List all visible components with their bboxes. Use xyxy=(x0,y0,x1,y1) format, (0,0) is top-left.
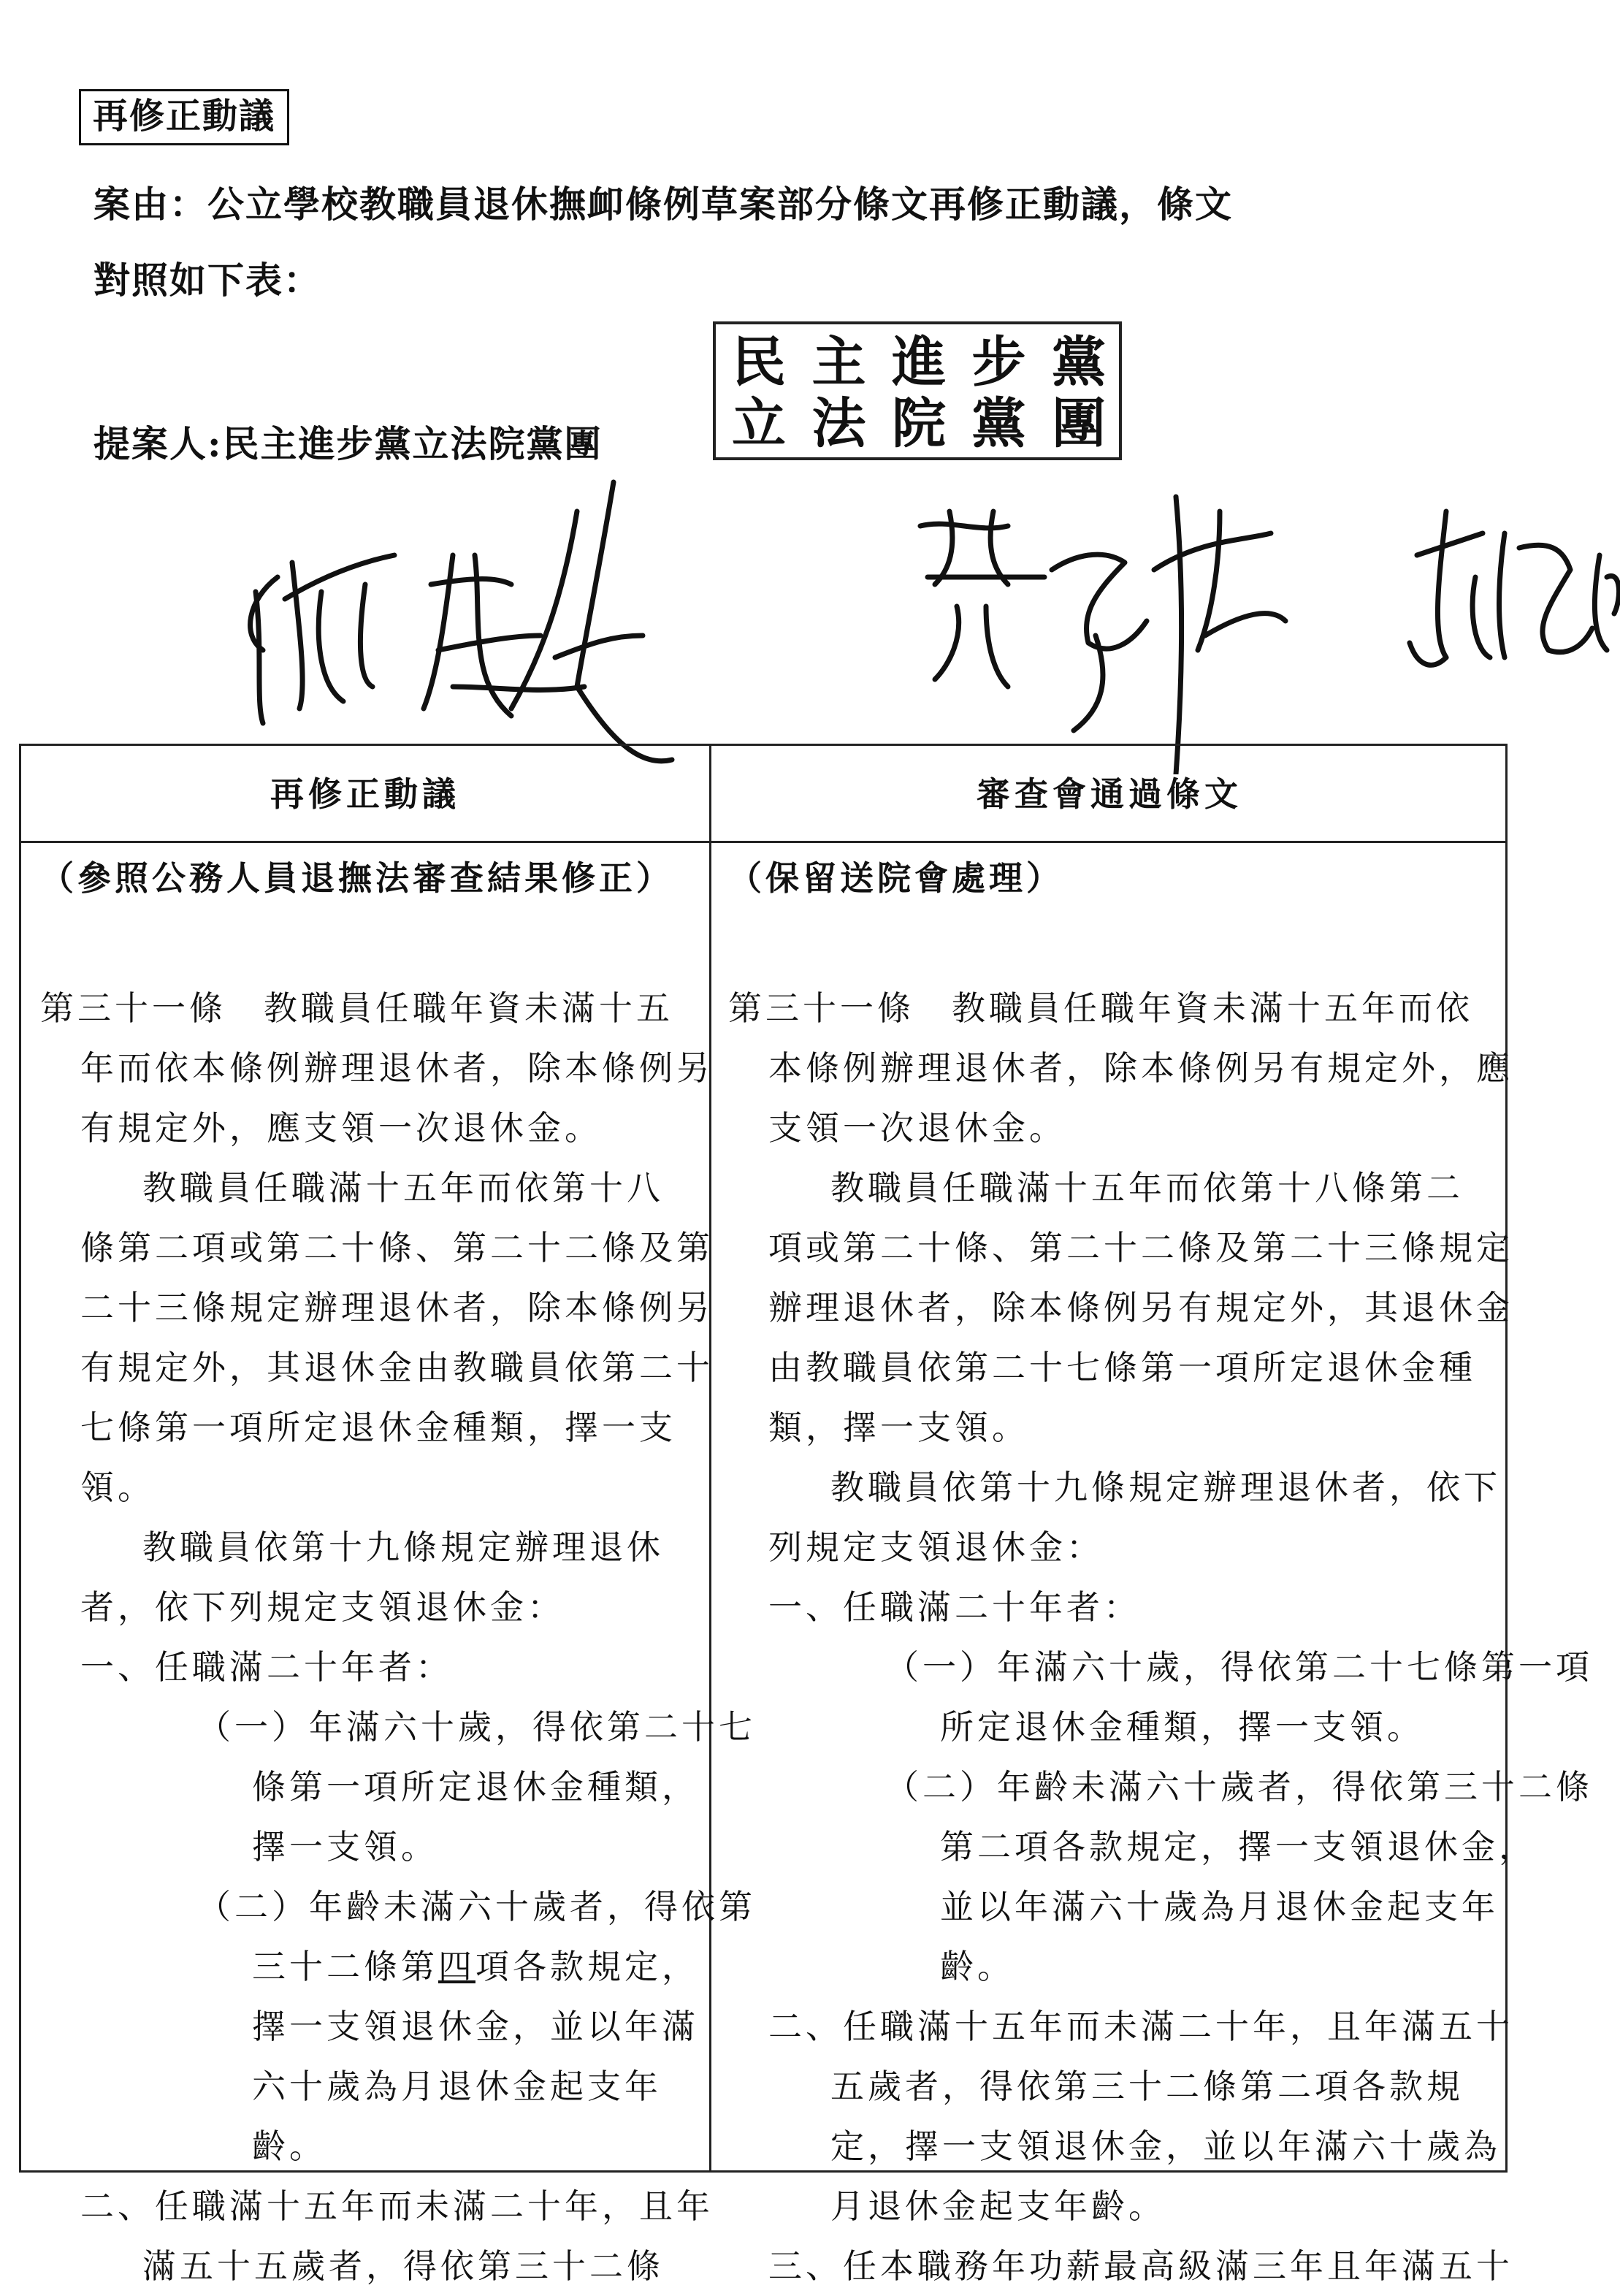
article-line: 二十三條規定辦理退休者，除本條例另 xyxy=(80,1288,714,1327)
article-line xyxy=(40,1937,698,1996)
article-line: 項或第二十條、第二十二條及第二十三條規定 xyxy=(768,1228,1513,1267)
article-line: 二、任職滿十五年而未滿二十年，且年滿五十 xyxy=(768,2007,1513,2046)
seal-char: 院 xyxy=(892,392,946,455)
article-line-part: 項各款規定， xyxy=(475,1947,699,1986)
article-line-part: 三十二條第 xyxy=(252,1947,438,1986)
article-line: 一、任職滿二十年者： xyxy=(768,1587,1141,1627)
handwritten-signatures xyxy=(234,468,1620,774)
right-column-text xyxy=(728,841,1593,2296)
comparison-table xyxy=(19,744,1593,2286)
case-reason xyxy=(93,167,1481,319)
article-line: 教職員任職滿十五年而依第十八 xyxy=(142,1168,664,1208)
article-line: 所定退休金種類，擇一支領。 xyxy=(940,1707,1424,1747)
left-column-text xyxy=(40,841,756,2296)
article-line: 定，擇一支領退休金，並以年滿六十歲為 xyxy=(830,2127,1501,2166)
seal-line-2 xyxy=(732,393,1106,454)
article-line: 列規定支領退休金： xyxy=(768,1528,1104,1567)
left-note: （參照公務人員退撫法審查結果修正） xyxy=(40,858,673,898)
article-line: 並以年滿六十歲為月退休金起支年 xyxy=(940,1887,1499,1926)
party-seal-stamp xyxy=(713,321,1122,460)
motion-tag: 再修正動議 xyxy=(79,89,289,145)
article-line: 本條例辦理退休者，除本條例另有規定外，應 xyxy=(768,1048,1513,1088)
article-line: 擇一支領退休金，並以年滿 xyxy=(252,2007,699,2046)
article-line: 有規定外，其退休金由教職員依第二十 xyxy=(80,1348,714,1387)
underlined-revision: 四 xyxy=(438,1947,475,1986)
column-divider xyxy=(709,746,711,2170)
article-line: 五歲者，得依第三十二條第二項各款規 xyxy=(830,2067,1464,2106)
article-line: 七條第一項所定退休金種類，擇一支 xyxy=(80,1408,676,1447)
article-line: 擇一支領。 xyxy=(252,1827,438,1866)
seal-char: 步 xyxy=(971,331,1026,394)
article-line: 三、任本職務年功薪最高級滿三年且年滿五十 xyxy=(768,2246,1513,2286)
reason-line: 對照如下表： xyxy=(93,259,321,302)
reason-line: 案由：公立學校教職員退休撫卹條例草案部分條文再修正動議，條文 xyxy=(93,183,1233,226)
seal-char: 黨 xyxy=(971,392,1026,455)
seal-char: 黨 xyxy=(1052,331,1106,394)
article-line: 領。 xyxy=(80,1468,155,1507)
article-line: 年而依本條例辦理退休者，除本條例另 xyxy=(80,1048,714,1088)
article-line: 一、任職滿二十年者： xyxy=(80,1647,453,1687)
article-line: 六十歲為月退休金起支年 xyxy=(252,2067,662,2106)
article-line: 由教職員依第二十七條第一項所定退休金種 xyxy=(768,1348,1476,1387)
seal-char: 法 xyxy=(811,392,866,455)
signature-3 xyxy=(1410,511,1619,665)
article-line: 教職員任職滿十五年而依第十八條第二 xyxy=(830,1168,1464,1208)
signature-1 xyxy=(251,482,672,761)
article-line: 第二項各款規定，擇一支領退休金， xyxy=(940,1827,1536,1866)
article-line: （二）年齡未滿六十歲者，得依第三十二條 xyxy=(885,1767,1593,1807)
right-note: （保留送院會處理） xyxy=(728,858,1063,898)
seal-char: 進 xyxy=(892,331,946,394)
article-line: 有規定外，應支領一次退休金。 xyxy=(80,1108,602,1148)
article-line: 齡。 xyxy=(940,1947,1015,1986)
seal-char: 團 xyxy=(1052,392,1106,455)
seal-char: 主 xyxy=(811,331,866,394)
article-line: 者，依下列規定支領退休金： xyxy=(80,1587,565,1627)
article-line: （二）年齡未滿六十歲者，得依第 xyxy=(197,1887,756,1926)
article-line: 月退休金起支年齡。 xyxy=(830,2186,1166,2226)
article-line: 條第二項或第二十條、第二十二條及第 xyxy=(80,1228,714,1267)
article-line: 滿五十五歲者，得依第三十二條 xyxy=(142,2246,664,2286)
article-line: 第三十一條 教職員任職年資未滿十五 xyxy=(40,988,673,1028)
article-line: （一）年滿六十歲，得依第二十七條第一項 xyxy=(885,1647,1593,1687)
article-line: 教職員依第十九條規定辦理退休者，依下 xyxy=(830,1468,1501,1507)
seal-char: 民 xyxy=(732,331,786,394)
right-column-header: 審查會通過條文 xyxy=(977,774,1242,814)
left-column-header: 再修正動議 xyxy=(270,774,460,814)
article-line: 齡。 xyxy=(252,2127,326,2166)
article-line: 支領一次退休金。 xyxy=(768,1108,1066,1148)
signature-2 xyxy=(920,497,1285,774)
article-line: 類，擇一支領。 xyxy=(768,1408,1029,1447)
seal-char: 立 xyxy=(732,392,786,455)
article-line: 教職員依第十九條規定辦理退休 xyxy=(142,1528,664,1567)
article-line: （一）年滿六十歲，得依第二十七 xyxy=(197,1707,756,1747)
article-line: 二、任職滿十五年而未滿二十年，且年 xyxy=(80,2186,714,2226)
seal-line-1 xyxy=(732,332,1106,393)
article-line: 第三十一條 教職員任職年資未滿十五年而依 xyxy=(728,988,1473,1028)
article-line: 辦理退休者，除本條例另有規定外，其退休金 xyxy=(768,1288,1513,1327)
article-line: 條第一項所定退休金種類， xyxy=(252,1767,699,1807)
proposer: 提案人:民主進步黨立法院黨團 xyxy=(93,422,603,465)
